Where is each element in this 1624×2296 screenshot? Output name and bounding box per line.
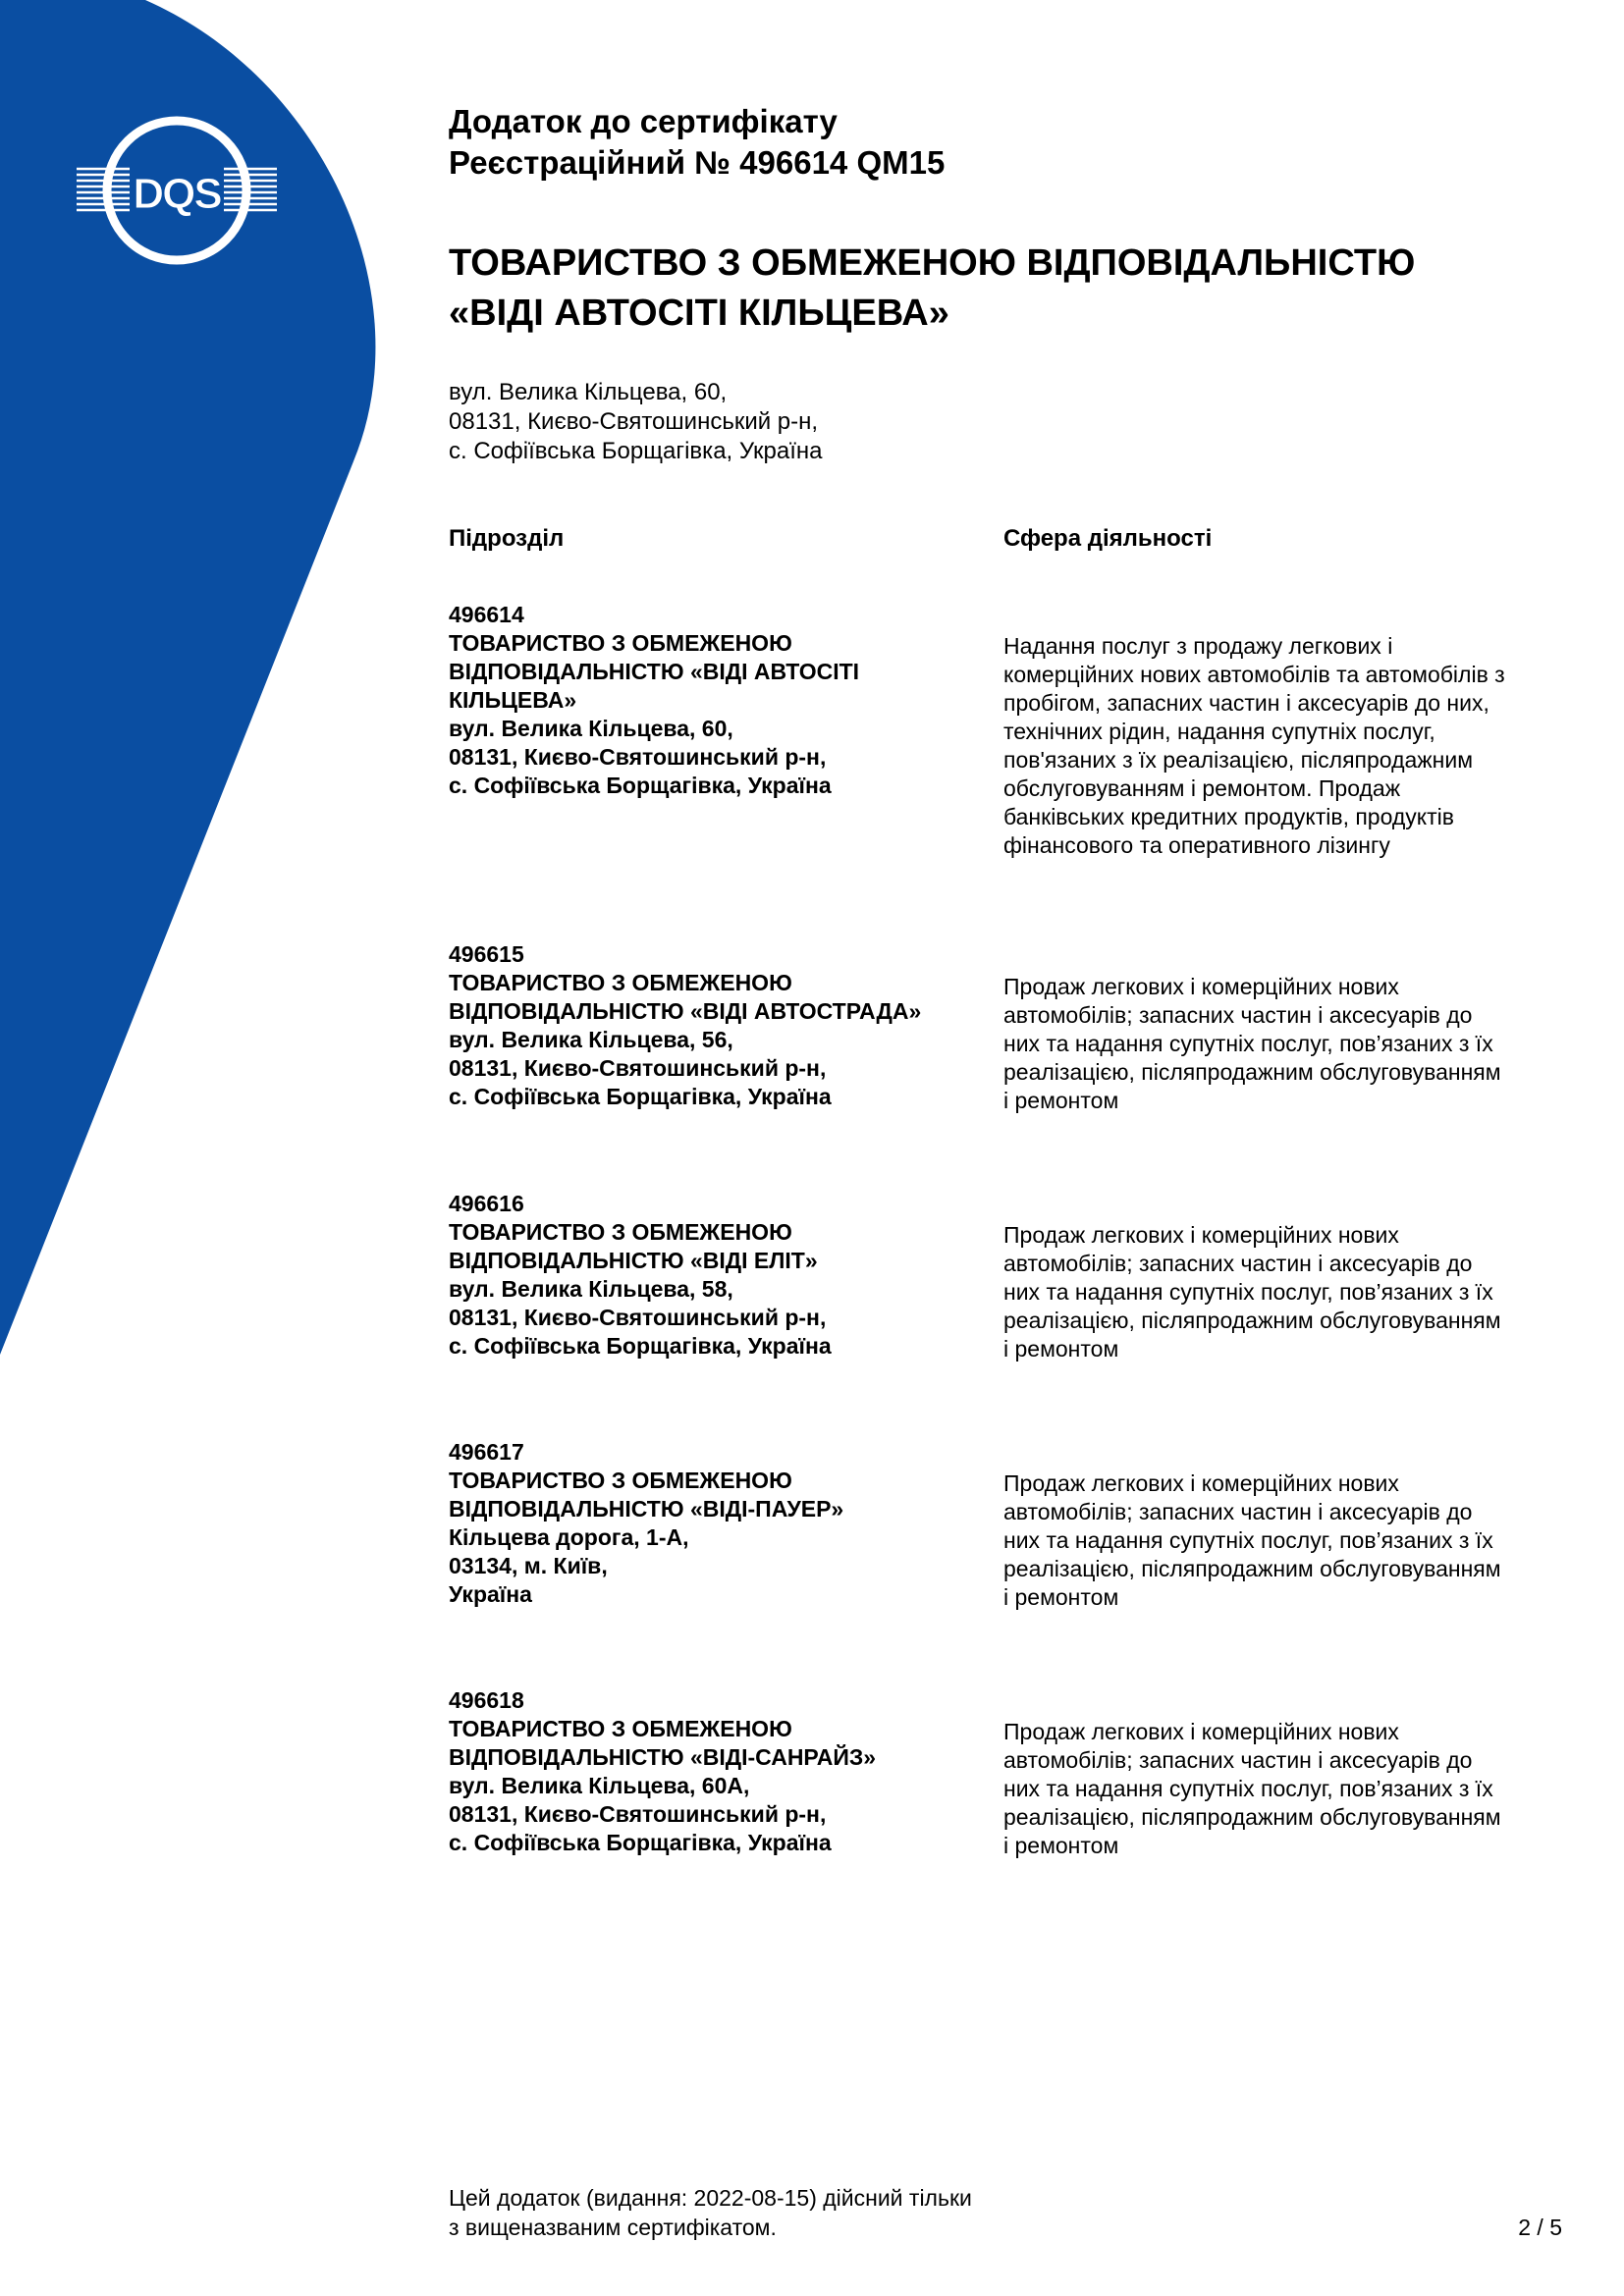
unit-line: вул. Велика Кільцева, 60, <box>449 716 733 741</box>
scope-line: обслуговуванням і ремонтом. Продаж <box>1003 775 1401 801</box>
unit-line: вул. Велика Кільцева, 56, <box>449 1027 733 1052</box>
unit-line: вул. Велика Кільцева, 58, <box>449 1276 733 1302</box>
scope-line: Надання послуг з продажу легкових і <box>1003 633 1393 659</box>
unit-line: 03134, м. Київ, <box>449 1553 608 1578</box>
unit-line: ВІДПОВІДАЛЬНІСТЮ «ВІДІ АВТОСТРАДА» <box>449 998 922 1024</box>
footer-note-line: Цей додаток (видання: 2022-08-15) дійсний тільки <box>449 2185 972 2211</box>
unit-number: 496615 <box>449 941 524 967</box>
column-heading-unit: Підрозділ <box>449 525 565 552</box>
scope-line: автомобілів; запасних частин і аксесуарів до <box>1003 1002 1473 1028</box>
unit-line: ТОВАРИСТВО З ОБМЕЖЕНОЮ <box>449 1219 792 1245</box>
unit-number: 496616 <box>449 1191 524 1216</box>
scope-line: них та надання супутніх послуг, пов’язаних з їх <box>1003 1279 1493 1305</box>
unit-line: ТОВАРИСТВО З ОБМЕЖЕНОЮ <box>449 1716 792 1741</box>
unit-scope <box>1003 1469 1558 1612</box>
scope-line: реалізацією, післяпродажним обслуговуванням <box>1003 1556 1501 1581</box>
unit-line: с. Софіївська Борщагівка, Україна <box>449 1084 832 1109</box>
unit-line: ТОВАРИСТВО З ОБМЕЖЕНОЮ <box>449 1468 792 1493</box>
dqs-logo-icon <box>77 110 277 271</box>
unit-entry <box>449 1190 979 1361</box>
scope-line: банківських кредитних продуктів, продуктів <box>1003 804 1454 829</box>
scope-line: пробігом, запасних частин і аксесуарів до них, <box>1003 690 1489 716</box>
unit-scope <box>1003 1718 1558 1860</box>
company-name-line-2: «ВІДІ АВТОСІТІ КІЛЬЦЕВА» <box>449 293 949 334</box>
unit-line: ВІДПОВІДАЛЬНІСТЮ «ВІДІ-ПАУЕР» <box>449 1496 844 1522</box>
unit-entry <box>449 1438 979 1609</box>
unit-number: 496617 <box>449 1439 524 1465</box>
unit-scope <box>1003 632 1558 860</box>
unit-entry <box>449 601 979 800</box>
unit-line: ВІДПОВІДАЛЬНІСТЮ «ВІДІ АВТОСІТІ <box>449 659 860 684</box>
scope-line: Продаж легкових і комерційних нових <box>1003 1719 1399 1744</box>
unit-line: с. Софіївська Борщагівка, Україна <box>449 1333 832 1359</box>
unit-line: ВІДПОВІДАЛЬНІСТЮ «ВІДІ ЕЛІТ» <box>449 1248 818 1273</box>
footer-validity-note <box>449 2183 972 2242</box>
scope-line: них та надання супутніх послуг, пов’язаних з їх <box>1003 1776 1493 1801</box>
column-heading-scope: Сфера діяльності <box>1003 525 1213 552</box>
unit-line: 08131, Києво-Святошинський р-н, <box>449 1801 827 1827</box>
scope-line: технічних рідин, надання супутніх послуг, <box>1003 719 1435 744</box>
scope-line: і ремонтом <box>1003 1336 1119 1362</box>
unit-line: 08131, Києво-Святошинський р-н, <box>449 1305 827 1330</box>
scope-line: фінансового та оперативного лізингу <box>1003 832 1390 858</box>
page-number: 2 / 5 <box>1518 2215 1562 2240</box>
scope-line: автомобілів; запасних частин і аксесуарів до <box>1003 1251 1473 1276</box>
unit-line: с. Софіївська Борщагівка, Україна <box>449 773 832 798</box>
unit-entry <box>449 1686 979 1857</box>
registration-number: Реєстраційний № 496614 QM15 <box>449 144 946 181</box>
scope-line: них та надання супутніх послуг, пов’язаних з їх <box>1003 1527 1493 1553</box>
scope-line: реалізацією, післяпродажним обслуговуванням <box>1003 1308 1501 1333</box>
unit-line: Україна <box>449 1581 532 1607</box>
scope-line: реалізацією, післяпродажним обслуговуванням <box>1003 1059 1501 1085</box>
company-address-line: вул. Велика Кільцева, 60, <box>449 379 728 405</box>
scope-line: них та надання супутніх послуг, пов’язаних з їх <box>1003 1031 1493 1056</box>
footer-note-line: з вищеназваним сертифікатом. <box>449 2215 777 2240</box>
scope-line: і ремонтом <box>1003 1833 1119 1858</box>
scope-line: пов'язаних з їх реалізацією, післяпродажним <box>1003 747 1474 773</box>
unit-scope <box>1003 973 1558 1115</box>
scope-line: автомобілів; запасних частин і аксесуарів до <box>1003 1747 1473 1773</box>
company-address-line: 08131, Києво-Святошинський р-н, <box>449 408 819 435</box>
unit-line: 08131, Києво-Святошинський р-н, <box>449 744 827 770</box>
unit-line: с. Софіївська Борщагівка, Україна <box>449 1830 832 1855</box>
scope-line: автомобілів; запасних частин і аксесуарів до <box>1003 1499 1473 1524</box>
scope-line: комерційних нових автомобілів та автомобілів з <box>1003 662 1505 687</box>
unit-number: 496614 <box>449 602 524 627</box>
unit-line: ТОВАРИСТВО З ОБМЕЖЕНОЮ <box>449 970 792 995</box>
unit-line: 08131, Києво-Святошинський р-н, <box>449 1055 827 1081</box>
scope-line: і ремонтом <box>1003 1088 1119 1113</box>
unit-entry <box>449 940 979 1111</box>
unit-line: КІЛЬЦЕВА» <box>449 687 577 713</box>
scope-line: Продаж легкових і комерційних нових <box>1003 1222 1399 1248</box>
unit-line: вул. Велика Кільцева, 60А, <box>449 1773 750 1798</box>
scope-line: реалізацією, післяпродажним обслуговуванням <box>1003 1804 1501 1830</box>
certificate-annex-title: Додаток до сертифікату <box>449 103 838 139</box>
scope-line: Продаж легкових і комерційних нових <box>1003 1470 1399 1496</box>
unit-scope <box>1003 1221 1558 1363</box>
company-address <box>449 378 823 466</box>
unit-number: 496618 <box>449 1687 524 1713</box>
company-name-line-1: ТОВАРИСТВО З ОБМЕЖЕНОЮ ВІДПОВІДАЛЬНІСТЮ <box>449 242 1416 284</box>
unit-line: ТОВАРИСТВО З ОБМЕЖЕНОЮ <box>449 630 792 656</box>
company-address-line: с. Софіївська Борщагівка, Україна <box>449 438 823 464</box>
scope-line: Продаж легкових і комерційних нових <box>1003 974 1399 999</box>
scope-line: і ремонтом <box>1003 1584 1119 1610</box>
logo-letters: DQS <box>133 170 221 218</box>
unit-line: Кільцева дорога, 1-А, <box>449 1524 689 1550</box>
unit-line: ВІДПОВІДАЛЬНІСТЮ «ВІДІ-САНРАЙЗ» <box>449 1744 877 1770</box>
